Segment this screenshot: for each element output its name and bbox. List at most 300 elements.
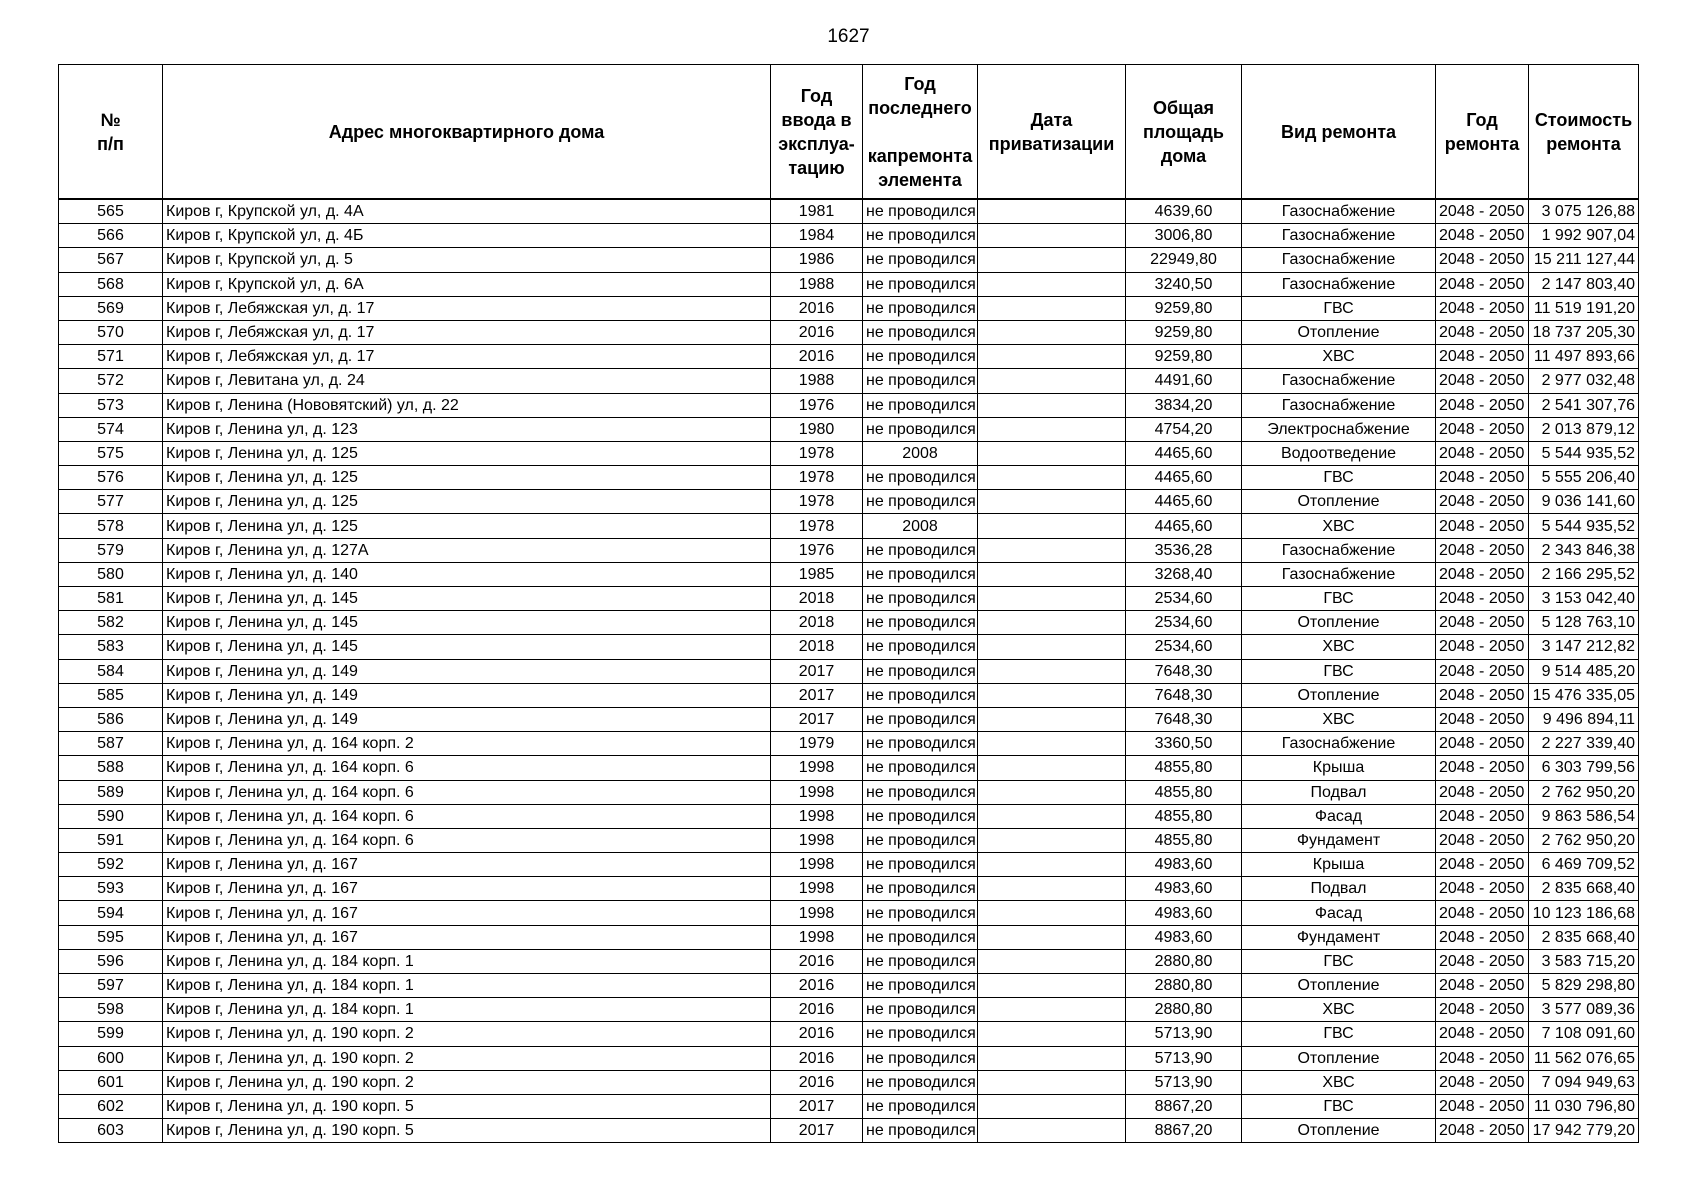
table-row: [59, 514, 1639, 538]
cell-number: 565: [59, 199, 163, 224]
cell-repair-type: ХВС: [1242, 514, 1436, 538]
cell-privatization-date: [978, 369, 1126, 393]
cell-repair-cost: 2 835 668,40: [1529, 925, 1639, 949]
cell-privatization-date: [978, 272, 1126, 296]
cell-last-repair-year: не проводился: [863, 1046, 978, 1070]
cell-number: 583: [59, 635, 163, 659]
cell-privatization-date: [978, 296, 1126, 320]
cell-repair-type: Газоснабжение: [1242, 562, 1436, 586]
table-row: [59, 466, 1639, 490]
cell-total-area: 2880,80: [1126, 949, 1242, 973]
column-header-repair-years: Год ремонта: [1436, 65, 1529, 200]
cell-repair-years: 2048 - 2050: [1436, 949, 1529, 973]
table-row: [59, 901, 1639, 925]
column-header-total-area: Общая площадь дома: [1126, 65, 1242, 200]
table-row: [59, 248, 1639, 272]
cell-last-repair-year: не проводился: [863, 199, 978, 224]
cell-repair-cost: 6 303 799,56: [1529, 756, 1639, 780]
cell-privatization-date: [978, 998, 1126, 1022]
cell-last-repair-year: не проводился: [863, 1070, 978, 1094]
cell-repair-type: ХВС: [1242, 707, 1436, 731]
cell-last-repair-year: не проводился: [863, 949, 978, 973]
table-row: [59, 780, 1639, 804]
cell-total-area: 9259,80: [1126, 345, 1242, 369]
cell-address: Киров г, Лебяжская ул, д. 17: [163, 296, 771, 320]
table-row: [59, 441, 1639, 465]
cell-repair-cost: 9 496 894,11: [1529, 707, 1639, 731]
cell-address: Киров г, Ленина ул, д. 125: [163, 514, 771, 538]
cell-year-built: 1976: [771, 538, 863, 562]
cell-privatization-date: [978, 393, 1126, 417]
cell-year-built: 1998: [771, 756, 863, 780]
cell-repair-cost: 2 977 032,48: [1529, 369, 1639, 393]
cell-repair-type: ГВС: [1242, 1094, 1436, 1118]
cell-repair-cost: 11 519 191,20: [1529, 296, 1639, 320]
cell-repair-years: 2048 - 2050: [1436, 611, 1529, 635]
cell-year-built: 1986: [771, 248, 863, 272]
cell-total-area: 3834,20: [1126, 393, 1242, 417]
cell-last-repair-year: не проводился: [863, 272, 978, 296]
cell-privatization-date: [978, 732, 1126, 756]
cell-repair-type: Фундамент: [1242, 925, 1436, 949]
cell-repair-type: ГВС: [1242, 1022, 1436, 1046]
cell-total-area: 7648,30: [1126, 707, 1242, 731]
table-row: [59, 1046, 1639, 1070]
cell-repair-years: 2048 - 2050: [1436, 659, 1529, 683]
cell-privatization-date: [978, 320, 1126, 344]
cell-last-repair-year: не проводился: [863, 683, 978, 707]
cell-last-repair-year: не проводился: [863, 248, 978, 272]
cell-number: 570: [59, 320, 163, 344]
cell-repair-type: Газоснабжение: [1242, 732, 1436, 756]
cell-total-area: 2534,60: [1126, 611, 1242, 635]
cell-year-built: 1978: [771, 514, 863, 538]
cell-number: 598: [59, 998, 163, 1022]
cell-year-built: 1998: [771, 804, 863, 828]
cell-last-repair-year: не проводился: [863, 224, 978, 248]
cell-total-area: 8867,20: [1126, 1119, 1242, 1143]
cell-year-built: 1988: [771, 369, 863, 393]
cell-privatization-date: [978, 514, 1126, 538]
cell-privatization-date: [978, 925, 1126, 949]
cell-repair-cost: 2 762 950,20: [1529, 828, 1639, 852]
cell-number: 592: [59, 853, 163, 877]
cell-repair-cost: 2 227 339,40: [1529, 732, 1639, 756]
cell-number: 569: [59, 296, 163, 320]
cell-privatization-date: [978, 199, 1126, 224]
cell-repair-type: ГВС: [1242, 659, 1436, 683]
cell-year-built: 2017: [771, 659, 863, 683]
table-row: [59, 490, 1639, 514]
cell-address: Киров г, Ленина ул, д. 190 корп. 2: [163, 1022, 771, 1046]
cell-repair-years: 2048 - 2050: [1436, 1094, 1529, 1118]
cell-year-built: 1979: [771, 732, 863, 756]
cell-number: 601: [59, 1070, 163, 1094]
cell-last-repair-year: не проводился: [863, 562, 978, 586]
cell-last-repair-year: не проводился: [863, 659, 978, 683]
table-row: [59, 974, 1639, 998]
cell-address: Киров г, Ленина (Нововятский) ул, д. 22: [163, 393, 771, 417]
cell-privatization-date: [978, 562, 1126, 586]
cell-last-repair-year: не проводился: [863, 369, 978, 393]
cell-total-area: 3360,50: [1126, 732, 1242, 756]
cell-total-area: 4639,60: [1126, 199, 1242, 224]
cell-last-repair-year: не проводился: [863, 320, 978, 344]
cell-repair-years: 2048 - 2050: [1436, 901, 1529, 925]
table-header-row: [59, 65, 1639, 200]
cell-repair-type: Отопление: [1242, 683, 1436, 707]
cell-repair-type: Фасад: [1242, 901, 1436, 925]
cell-total-area: 5713,90: [1126, 1022, 1242, 1046]
cell-year-built: 1978: [771, 466, 863, 490]
cell-total-area: 3006,80: [1126, 224, 1242, 248]
repair-schedule-table: [58, 64, 1639, 1143]
cell-year-built: 2016: [771, 1046, 863, 1070]
cell-address: Киров г, Ленина ул, д. 145: [163, 587, 771, 611]
cell-repair-years: 2048 - 2050: [1436, 224, 1529, 248]
cell-privatization-date: [978, 683, 1126, 707]
cell-repair-cost: 3 075 126,88: [1529, 199, 1639, 224]
cell-repair-years: 2048 - 2050: [1436, 1119, 1529, 1143]
table-row: [59, 224, 1639, 248]
cell-year-built: 1981: [771, 199, 863, 224]
cell-repair-type: ГВС: [1242, 587, 1436, 611]
cell-address: Киров г, Ленина ул, д. 149: [163, 683, 771, 707]
cell-last-repair-year: не проводился: [863, 707, 978, 731]
cell-repair-cost: 10 123 186,68: [1529, 901, 1639, 925]
cell-repair-years: 2048 - 2050: [1436, 466, 1529, 490]
cell-last-repair-year: не проводился: [863, 780, 978, 804]
cell-total-area: 4465,60: [1126, 466, 1242, 490]
cell-total-area: 2880,80: [1126, 974, 1242, 998]
cell-total-area: 4465,60: [1126, 514, 1242, 538]
cell-number: 573: [59, 393, 163, 417]
cell-privatization-date: [978, 780, 1126, 804]
cell-repair-type: Газоснабжение: [1242, 199, 1436, 224]
table-row: [59, 732, 1639, 756]
cell-repair-cost: 1 992 907,04: [1529, 224, 1639, 248]
cell-privatization-date: [978, 466, 1126, 490]
cell-year-built: 2016: [771, 998, 863, 1022]
cell-total-area: 4983,60: [1126, 925, 1242, 949]
cell-total-area: 2880,80: [1126, 998, 1242, 1022]
cell-number: 596: [59, 949, 163, 973]
cell-last-repair-year: не проводился: [863, 538, 978, 562]
cell-last-repair-year: не проводился: [863, 998, 978, 1022]
cell-address: Киров г, Ленина ул, д. 164 корп. 6: [163, 804, 771, 828]
cell-total-area: 4855,80: [1126, 828, 1242, 852]
cell-total-area: 3268,40: [1126, 562, 1242, 586]
cell-repair-type: Водоотведение: [1242, 441, 1436, 465]
cell-repair-cost: 11 497 893,66: [1529, 345, 1639, 369]
cell-repair-type: Крыша: [1242, 853, 1436, 877]
cell-number: 599: [59, 1022, 163, 1046]
cell-repair-cost: 9 036 141,60: [1529, 490, 1639, 514]
cell-repair-years: 2048 - 2050: [1436, 296, 1529, 320]
cell-total-area: 8867,20: [1126, 1094, 1242, 1118]
cell-total-area: 4465,60: [1126, 490, 1242, 514]
column-header-address: Адрес многоквартирного дома: [163, 65, 771, 200]
cell-total-area: 5713,90: [1126, 1046, 1242, 1070]
cell-number: 576: [59, 466, 163, 490]
table-row: [59, 756, 1639, 780]
cell-number: 567: [59, 248, 163, 272]
table-row: [59, 199, 1639, 224]
cell-number: 580: [59, 562, 163, 586]
table-row: [59, 1094, 1639, 1118]
table-row: [59, 320, 1639, 344]
cell-year-built: 2018: [771, 611, 863, 635]
cell-number: 594: [59, 901, 163, 925]
cell-privatization-date: [978, 659, 1126, 683]
cell-privatization-date: [978, 901, 1126, 925]
cell-total-area: 4983,60: [1126, 853, 1242, 877]
cell-repair-type: Газоснабжение: [1242, 272, 1436, 296]
cell-repair-cost: 2 166 295,52: [1529, 562, 1639, 586]
table-row: [59, 587, 1639, 611]
cell-last-repair-year: не проводился: [863, 1094, 978, 1118]
cell-last-repair-year: не проводился: [863, 732, 978, 756]
cell-repair-cost: 2 147 803,40: [1529, 272, 1639, 296]
cell-last-repair-year: не проводился: [863, 611, 978, 635]
cell-repair-years: 2048 - 2050: [1436, 707, 1529, 731]
cell-number: 566: [59, 224, 163, 248]
cell-year-built: 2016: [771, 345, 863, 369]
column-header-number: № п/п: [59, 65, 163, 200]
cell-number: 591: [59, 828, 163, 852]
cell-repair-type: Газоснабжение: [1242, 248, 1436, 272]
cell-repair-type: Газоснабжение: [1242, 369, 1436, 393]
cell-repair-cost: 9 514 485,20: [1529, 659, 1639, 683]
cell-privatization-date: [978, 707, 1126, 731]
table-row: [59, 683, 1639, 707]
cell-repair-years: 2048 - 2050: [1436, 393, 1529, 417]
cell-repair-years: 2048 - 2050: [1436, 199, 1529, 224]
table-body: [59, 199, 1639, 1143]
cell-privatization-date: [978, 974, 1126, 998]
cell-repair-cost: 9 863 586,54: [1529, 804, 1639, 828]
cell-number: 590: [59, 804, 163, 828]
cell-address: Киров г, Ленина ул, д. 123: [163, 417, 771, 441]
cell-year-built: 1998: [771, 828, 863, 852]
cell-repair-type: ХВС: [1242, 998, 1436, 1022]
cell-last-repair-year: не проводился: [863, 490, 978, 514]
cell-address: Киров г, Ленина ул, д. 184 корп. 1: [163, 949, 771, 973]
cell-year-built: 2016: [771, 949, 863, 973]
cell-repair-type: ХВС: [1242, 1070, 1436, 1094]
cell-year-built: 1998: [771, 877, 863, 901]
cell-number: 593: [59, 877, 163, 901]
cell-number: 597: [59, 974, 163, 998]
cell-privatization-date: [978, 828, 1126, 852]
cell-repair-years: 2048 - 2050: [1436, 1022, 1529, 1046]
cell-number: 584: [59, 659, 163, 683]
cell-repair-years: 2048 - 2050: [1436, 877, 1529, 901]
cell-repair-cost: 17 942 779,20: [1529, 1119, 1639, 1143]
cell-number: 568: [59, 272, 163, 296]
cell-repair-years: 2048 - 2050: [1436, 417, 1529, 441]
table-row: [59, 538, 1639, 562]
cell-last-repair-year: не проводился: [863, 756, 978, 780]
cell-repair-years: 2048 - 2050: [1436, 683, 1529, 707]
cell-privatization-date: [978, 1119, 1126, 1143]
cell-year-built: 1985: [771, 562, 863, 586]
table-row: [59, 1022, 1639, 1046]
cell-privatization-date: [978, 804, 1126, 828]
cell-privatization-date: [978, 1070, 1126, 1094]
cell-repair-years: 2048 - 2050: [1436, 320, 1529, 344]
cell-number: 572: [59, 369, 163, 393]
cell-privatization-date: [978, 538, 1126, 562]
cell-repair-type: Газоснабжение: [1242, 538, 1436, 562]
cell-address: Киров г, Ленина ул, д. 190 корп. 5: [163, 1119, 771, 1143]
cell-repair-cost: 7 108 091,60: [1529, 1022, 1639, 1046]
cell-repair-type: ХВС: [1242, 635, 1436, 659]
cell-last-repair-year: не проводился: [863, 1022, 978, 1046]
cell-total-area: 9259,80: [1126, 296, 1242, 320]
cell-number: 578: [59, 514, 163, 538]
cell-year-built: 1998: [771, 925, 863, 949]
cell-repair-cost: 5 829 298,80: [1529, 974, 1639, 998]
cell-repair-type: Подвал: [1242, 877, 1436, 901]
table-row: [59, 369, 1639, 393]
cell-repair-cost: 5 555 206,40: [1529, 466, 1639, 490]
cell-privatization-date: [978, 756, 1126, 780]
table-row: [59, 659, 1639, 683]
cell-number: 575: [59, 441, 163, 465]
cell-year-built: 2016: [771, 1070, 863, 1094]
cell-address: Киров г, Крупской ул, д. 4А: [163, 199, 771, 224]
cell-repair-years: 2048 - 2050: [1436, 998, 1529, 1022]
cell-year-built: 1998: [771, 901, 863, 925]
cell-number: 587: [59, 732, 163, 756]
cell-privatization-date: [978, 248, 1126, 272]
cell-repair-type: Подвал: [1242, 780, 1436, 804]
cell-number: 582: [59, 611, 163, 635]
cell-privatization-date: [978, 441, 1126, 465]
cell-repair-type: Отопление: [1242, 611, 1436, 635]
table-row: [59, 1119, 1639, 1143]
column-header-repair-cost: Стоимость ремонта: [1529, 65, 1639, 200]
cell-total-area: 2534,60: [1126, 635, 1242, 659]
table-row: [59, 562, 1639, 586]
cell-total-area: 7648,30: [1126, 659, 1242, 683]
cell-address: Киров г, Ленина ул, д. 167: [163, 877, 771, 901]
table-row: [59, 877, 1639, 901]
cell-last-repair-year: не проводился: [863, 587, 978, 611]
column-header-repair-type: Вид ремонта: [1242, 65, 1436, 200]
cell-last-repair-year: не проводился: [863, 925, 978, 949]
cell-repair-cost: 18 737 205,30: [1529, 320, 1639, 344]
cell-last-repair-year: не проводился: [863, 853, 978, 877]
cell-repair-years: 2048 - 2050: [1436, 490, 1529, 514]
cell-privatization-date: [978, 949, 1126, 973]
cell-privatization-date: [978, 417, 1126, 441]
cell-repair-years: 2048 - 2050: [1436, 925, 1529, 949]
cell-number: 588: [59, 756, 163, 780]
cell-address: Киров г, Ленина ул, д. 164 корп. 6: [163, 756, 771, 780]
cell-repair-cost: 7 094 949,63: [1529, 1070, 1639, 1094]
cell-year-built: 1998: [771, 853, 863, 877]
cell-last-repair-year: 2008: [863, 441, 978, 465]
cell-repair-years: 2048 - 2050: [1436, 345, 1529, 369]
cell-number: 585: [59, 683, 163, 707]
cell-year-built: 1984: [771, 224, 863, 248]
cell-year-built: 2017: [771, 707, 863, 731]
cell-year-built: 2016: [771, 974, 863, 998]
cell-repair-type: ГВС: [1242, 949, 1436, 973]
table-row: [59, 925, 1639, 949]
cell-repair-cost: 3 153 042,40: [1529, 587, 1639, 611]
cell-number: 602: [59, 1094, 163, 1118]
cell-last-repair-year: не проводился: [863, 1119, 978, 1143]
cell-repair-cost: 2 762 950,20: [1529, 780, 1639, 804]
cell-total-area: 4983,60: [1126, 877, 1242, 901]
cell-address: Киров г, Ленина ул, д. 167: [163, 901, 771, 925]
cell-address: Киров г, Ленина ул, д. 184 корп. 1: [163, 974, 771, 998]
cell-last-repair-year: не проводился: [863, 901, 978, 925]
table-row: [59, 998, 1639, 1022]
cell-number: 603: [59, 1119, 163, 1143]
cell-last-repair-year: не проводился: [863, 393, 978, 417]
table-row: [59, 393, 1639, 417]
cell-year-built: 1988: [771, 272, 863, 296]
cell-privatization-date: [978, 587, 1126, 611]
table-row: [59, 345, 1639, 369]
cell-address: Киров г, Лебяжская ул, д. 17: [163, 345, 771, 369]
cell-repair-years: 2048 - 2050: [1436, 514, 1529, 538]
cell-last-repair-year: не проводился: [863, 417, 978, 441]
cell-total-area: 2534,60: [1126, 587, 1242, 611]
cell-year-built: 2018: [771, 635, 863, 659]
cell-repair-type: ГВС: [1242, 296, 1436, 320]
table-row: [59, 272, 1639, 296]
cell-address: Киров г, Ленина ул, д. 149: [163, 659, 771, 683]
cell-address: Киров г, Левитана ул, д. 24: [163, 369, 771, 393]
cell-year-built: 1998: [771, 780, 863, 804]
cell-privatization-date: [978, 877, 1126, 901]
cell-last-repair-year: не проводился: [863, 296, 978, 320]
table-row: [59, 949, 1639, 973]
cell-privatization-date: [978, 224, 1126, 248]
cell-year-built: 2016: [771, 320, 863, 344]
cell-year-built: 2017: [771, 683, 863, 707]
cell-repair-cost: 6 469 709,52: [1529, 853, 1639, 877]
cell-repair-years: 2048 - 2050: [1436, 441, 1529, 465]
cell-repair-cost: 3 577 089,36: [1529, 998, 1639, 1022]
cell-repair-cost: 11 562 076,65: [1529, 1046, 1639, 1070]
cell-number: 574: [59, 417, 163, 441]
cell-repair-years: 2048 - 2050: [1436, 369, 1529, 393]
cell-repair-type: Газоснабжение: [1242, 393, 1436, 417]
cell-privatization-date: [978, 611, 1126, 635]
table-row: [59, 804, 1639, 828]
cell-address: Киров г, Ленина ул, д. 164 корп. 6: [163, 828, 771, 852]
cell-total-area: 3240,50: [1126, 272, 1242, 296]
cell-total-area: 7648,30: [1126, 683, 1242, 707]
cell-address: Киров г, Ленина ул, д. 164 корп. 2: [163, 732, 771, 756]
cell-repair-years: 2048 - 2050: [1436, 756, 1529, 780]
cell-address: Киров г, Крупской ул, д. 5: [163, 248, 771, 272]
cell-repair-years: 2048 - 2050: [1436, 804, 1529, 828]
cell-repair-type: Фундамент: [1242, 828, 1436, 852]
cell-repair-years: 2048 - 2050: [1436, 853, 1529, 877]
cell-total-area: 4754,20: [1126, 417, 1242, 441]
cell-repair-type: Отопление: [1242, 1119, 1436, 1143]
cell-repair-cost: 5 544 935,52: [1529, 441, 1639, 465]
cell-repair-years: 2048 - 2050: [1436, 562, 1529, 586]
column-header-year-built: Год ввода в эксплуа- тацию: [771, 65, 863, 200]
